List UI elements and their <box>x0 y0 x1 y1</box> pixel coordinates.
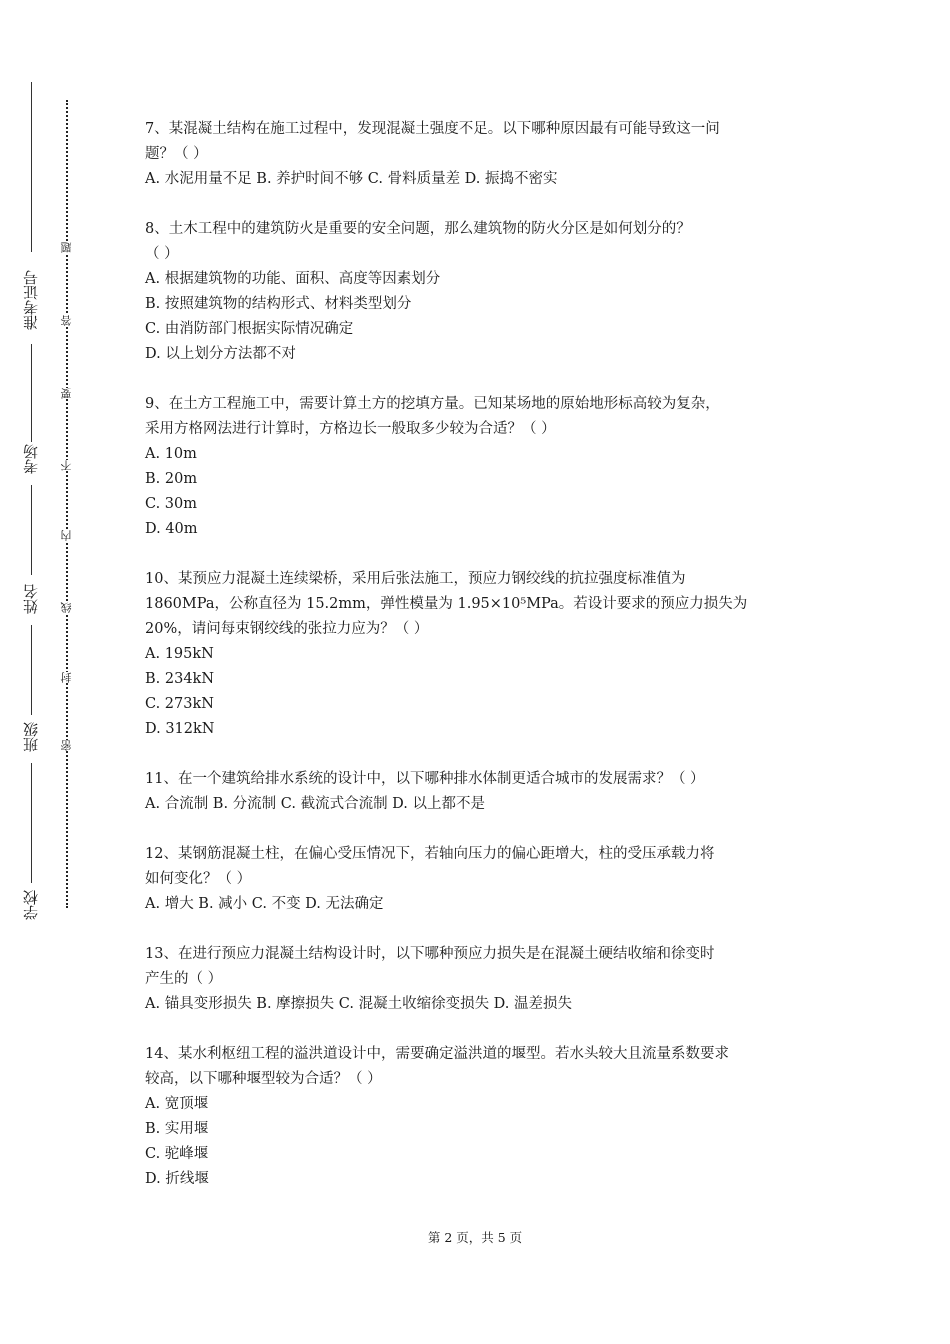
question-8 <box>145 217 815 367</box>
page-number: 第 2 页，共 5 页 <box>427 1230 523 1245</box>
option-a: A. 宽顶堰 <box>145 1096 209 1112</box>
seal-char: 题 <box>60 242 73 253</box>
options-line: A. 增大 B. 减小 C. 不变 D. 无法确定 <box>145 896 384 912</box>
class-line <box>31 625 32 715</box>
seal-line <box>60 100 74 908</box>
question-stem-line: 14、某水利枢纽工程的溢洪道设计中，需要确定溢洪道的堰型。若水头较大且流量系数要求 <box>145 1046 729 1062</box>
exam-room-label: 考场 <box>22 444 40 474</box>
exam-number-line <box>31 82 32 252</box>
question-10 <box>145 567 815 742</box>
options-line: A. 水泥用量不足 B. 养护时间不够 C. 骨料质量差 D. 振捣不密实 <box>145 171 558 187</box>
option-d: D. 312kN <box>145 721 215 737</box>
seal-dotted-line <box>66 100 68 908</box>
option-b: B. 234kN <box>145 671 215 687</box>
name-line <box>31 485 32 575</box>
option-a: A. 根据建筑物的功能、面积、高度等因素划分 <box>145 271 441 287</box>
question-stem-line: 1860MPa，公称直径为 15.2mm，弹性模量为 1.95×10⁵MPa。若设计要求的预应力损失为 <box>145 596 748 612</box>
seal-char: 线 <box>60 602 73 613</box>
option-a: A. 10m <box>145 446 197 462</box>
question-stem-line: 12、某钢筋混凝土柱，在偏心受压情况下，若轴向压力的偏心距增大，柱的受压承载力将 <box>145 846 715 862</box>
question-7 <box>145 117 815 192</box>
question-stem-line: 11、在一个建筑给排水系统的设计中，以下哪种排水体制更适合城市的发展需求？（ ） <box>145 771 705 787</box>
seal-char: 内 <box>60 530 73 541</box>
option-c: C. 驼峰堰 <box>145 1146 209 1162</box>
question-13 <box>145 942 815 1017</box>
class-label: 班级 <box>22 722 40 752</box>
school-line <box>31 763 32 883</box>
binding-margin <box>0 0 90 1344</box>
option-d: D. 40m <box>145 521 198 537</box>
seal-char: 封 <box>60 672 73 683</box>
question-stem-line: 题？（ ） <box>145 146 208 162</box>
name-label: 姓名 <box>22 584 40 614</box>
option-a: A. 195kN <box>145 646 214 662</box>
exam-number-label: 准考证号 <box>22 270 40 330</box>
question-stem-line: 9、在土方工程施工中，需要计算土方的挖填方量。已知某场地的原始地形标高较为复杂， <box>145 396 720 412</box>
question-stem-line: 13、在进行预应力混凝土结构设计时，以下哪种预应力损失是在混凝土硬结收缩和徐变时 <box>145 946 715 962</box>
option-b: B. 20m <box>145 471 198 487</box>
question-stem-line: 7、某混凝土结构在施工过程中，发现混凝土强度不足。以下哪种原因最有可能导致这一问 <box>145 121 720 137</box>
option-c: C. 由消防部门根据实际情况确定 <box>145 321 354 337</box>
question-12 <box>145 842 815 917</box>
question-stem-line: （ ） <box>145 246 179 262</box>
school-label: 学校 <box>22 890 40 920</box>
seal-char: 不 <box>60 460 73 471</box>
question-stem-line: 产生的（ ） <box>145 971 223 987</box>
option-b: B. 实用堰 <box>145 1121 209 1137</box>
option-c: C. 30m <box>145 496 197 512</box>
option-c: C. 273kN <box>145 696 214 712</box>
question-stem-line: 采用方格网法进行计算时，方格边长一般取多少较为合适？（ ） <box>145 421 556 437</box>
question-14 <box>145 1042 815 1192</box>
option-d: D. 折线堰 <box>145 1171 209 1187</box>
options-line: A. 锚具变形损失 B. 摩擦损失 C. 混凝土收缩徐变损失 D. 温差损失 <box>145 996 573 1012</box>
seal-char: 答 <box>60 315 73 326</box>
question-11 <box>145 767 815 817</box>
question-stem-line: 8、土木工程中的建筑防火是重要的安全问题，那么建筑物的防火分区是如何划分的？ <box>145 221 691 237</box>
options-line: A. 合流制 B. 分流制 C. 截流式合流制 D. 以上都不是 <box>145 796 486 812</box>
question-stem-line: 20%，请问每束钢绞线的张拉力应为？（ ） <box>145 621 429 637</box>
student-info-column <box>22 82 42 927</box>
seal-char: 密 <box>60 740 73 751</box>
question-stem-line: 如何变化？（ ） <box>145 871 252 887</box>
option-b: B. 按照建筑物的结构形式、材料类型划分 <box>145 296 412 312</box>
question-stem-line: 较高，以下哪种堰型较为合适？（ ） <box>145 1071 382 1087</box>
seal-char: 要 <box>60 388 73 399</box>
question-list <box>145 117 815 1217</box>
question-stem-line: 10、某预应力混凝土连续梁桥，采用后张法施工，预应力钢绞线的抗拉强度标准值为 <box>145 571 686 587</box>
exam-room-line <box>31 344 32 442</box>
option-d: D. 以上划分方法都不对 <box>145 346 296 362</box>
question-9 <box>145 392 815 542</box>
